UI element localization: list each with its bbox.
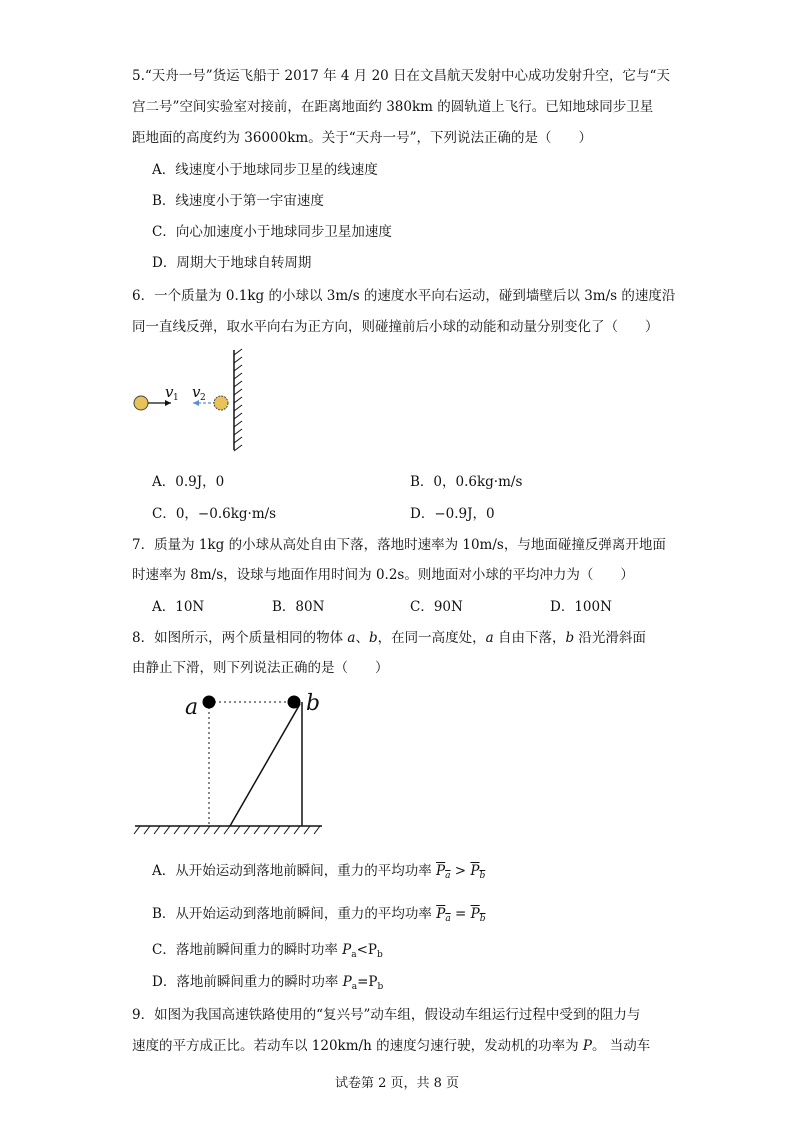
q5-option-d: D．周期大于地球自转周期: [152, 255, 312, 271]
q8-option-a: [152, 861, 485, 886]
q5-line-1: 5.“天舟一号”货运飞船于 2017 年 4 月 20 日在文昌航天发射中心成功发射升空，它与“天: [132, 68, 670, 84]
q8-var-b-1: b: [368, 630, 378, 646]
q9-line-2-text: 速度的平方成正比。若动车以 120km/h 的速度匀速行驶，发动机的功率为: [132, 1038, 583, 1054]
q8-option-d: [152, 972, 383, 997]
q6-line-2: 同一直线反弹，取水平向右为正方向，则碰撞前后小球的动能和动量分别变化了（ ）: [132, 319, 659, 335]
q8-option-c-p: P: [342, 942, 352, 958]
q8-option-c-rest-sub: b: [377, 950, 383, 960]
q6-label-v2: v: [192, 383, 201, 401]
q8-option-c-text: C．落地前瞬间重力的瞬时功率: [152, 942, 343, 958]
q8-option-b-op: =: [450, 906, 471, 922]
q8-line-1-part-d: 自由下落，: [493, 630, 566, 646]
q6-option-a: A．0.9J，0: [152, 474, 225, 490]
q9-line-1: 9．如图为我国高速铁路使用的“复兴号”动车组，假设动车组运行过程中受到的阻力与: [132, 1007, 641, 1023]
q8-line-1-part-a: 8．如图所示，两个质量相同的物体: [132, 630, 348, 646]
q8-var-a-1: a: [347, 630, 356, 646]
q8-option-a-p-left-letter: P: [436, 863, 446, 879]
q8-line-1-part-b: 、: [355, 630, 369, 646]
q8-option-a-op: >: [450, 863, 471, 879]
q8-option-a-text: A．从开始运动到落地前瞬间，重力的平均功率: [152, 863, 437, 879]
q7-line-2: 时速率为 8m/s，设球与地面作用时间为 0.2s。则地面对小球的平均冲力为（ ）: [132, 567, 634, 583]
q5-option-c: C．向心加速度小于地球同步卫星加速度: [152, 224, 392, 240]
q8-var-b-2: b: [565, 630, 575, 646]
q8-option-c: [152, 940, 383, 965]
q6-label-v2-sub: 2: [200, 393, 206, 403]
q8-option-b-text: B．从开始运动到落地前瞬间，重力的平均功率: [152, 906, 437, 922]
q7-option-b: B．80N: [272, 599, 325, 615]
q7-option-c: C．90N: [410, 599, 463, 615]
q5-option-a: A．线速度小于地球同步卫星的线速度: [152, 162, 378, 178]
q8-object-a: [203, 696, 216, 709]
q8-line-2: 由静止下滑，则下列说法正确的是（ ）: [132, 660, 389, 676]
q8-option-b-p-right-sub: b: [479, 914, 486, 924]
q6-label-v1-sub: 1: [173, 393, 179, 403]
q6-option-c: C．0，−0.6kg·m/s: [152, 506, 277, 522]
q6-ball-before: [134, 396, 148, 410]
q8-option-b: [152, 904, 485, 929]
q8-var-a-2: a: [485, 630, 494, 646]
q8-option-d-text: D．落地前瞬间重力的瞬时功率: [152, 974, 343, 990]
q6-option-d: D．−0.9J，0: [410, 506, 495, 522]
q8-option-c-p-sub: a: [351, 950, 357, 960]
q8-label-b: b: [306, 691, 321, 716]
q8-line-1: [132, 628, 646, 648]
q8-option-d-p-sub: a: [351, 982, 358, 992]
q9-line-2-end: 。 当动车: [591, 1038, 651, 1054]
q7-option-a: A．10N: [152, 599, 205, 615]
q8-option-c-rest: <P: [356, 942, 377, 958]
q8-line-1-part-e: 沿光滑斜面: [574, 630, 646, 646]
q8-option-d-rest: =P: [357, 974, 378, 990]
q8-option-a-p-right-sub: b: [479, 871, 486, 881]
q8-option-b-p-right-letter: P: [470, 906, 480, 922]
q6-line-1: 6．一个质量为 0.1kg 的小球以 3m/s 的速度水平向右运动，碰到墙壁后以 3m/s 的速度沿: [132, 288, 676, 304]
q6-ball-after: [214, 396, 228, 410]
q8-option-b-p-left: [436, 906, 450, 922]
q5-line-2: 宫二号”空间实验室对接前，在距离地面约 380km 的圆轨道上飞行。已知地球同步卫星: [132, 99, 654, 115]
q8-incline-diagram: [130, 688, 330, 843]
q8-option-d-rest-sub: b: [377, 982, 384, 992]
q6-label-v1: v: [165, 383, 174, 401]
q7-line-1: 7．质量为 1kg 的小球从高处自由下落，落地时速率为 10m/s，与地面碰撞反弹离开地面: [132, 537, 666, 553]
q8-option-a-p-right-letter: P: [470, 863, 480, 879]
q8-option-a-p-left-sub: a: [445, 871, 451, 881]
q6-option-b: B．0，0.6kg·m/s: [410, 474, 523, 490]
q8-option-b-p-left-sub: a: [445, 914, 451, 924]
page-footer: 试卷第 2 页，共 8 页: [334, 1076, 460, 1091]
q7-option-d: D．100N: [550, 599, 612, 615]
q5-option-b: B．线速度小于第一宇宙速度: [152, 193, 324, 209]
q8-option-a-p-left: [436, 863, 450, 879]
q9-line-2: [132, 1036, 650, 1056]
q8-label-a: a: [185, 695, 199, 720]
q6-ball-wall-diagram: [125, 345, 255, 455]
q8-line-1-part-c: ，在同一高度处，: [377, 630, 486, 646]
q8-option-a-p-right: [470, 863, 485, 879]
q8-option-b-p-left-letter: P: [436, 906, 446, 922]
q8-option-b-p-right: [471, 906, 486, 922]
q9-var-p: P: [582, 1038, 592, 1054]
q5-line-3: 距地面的高度约为 36000km。关于“天舟一号”，下列说法正确的是（ ）: [132, 130, 593, 146]
q8-object-b: [288, 696, 301, 709]
q8-option-d-p: P: [342, 974, 352, 990]
